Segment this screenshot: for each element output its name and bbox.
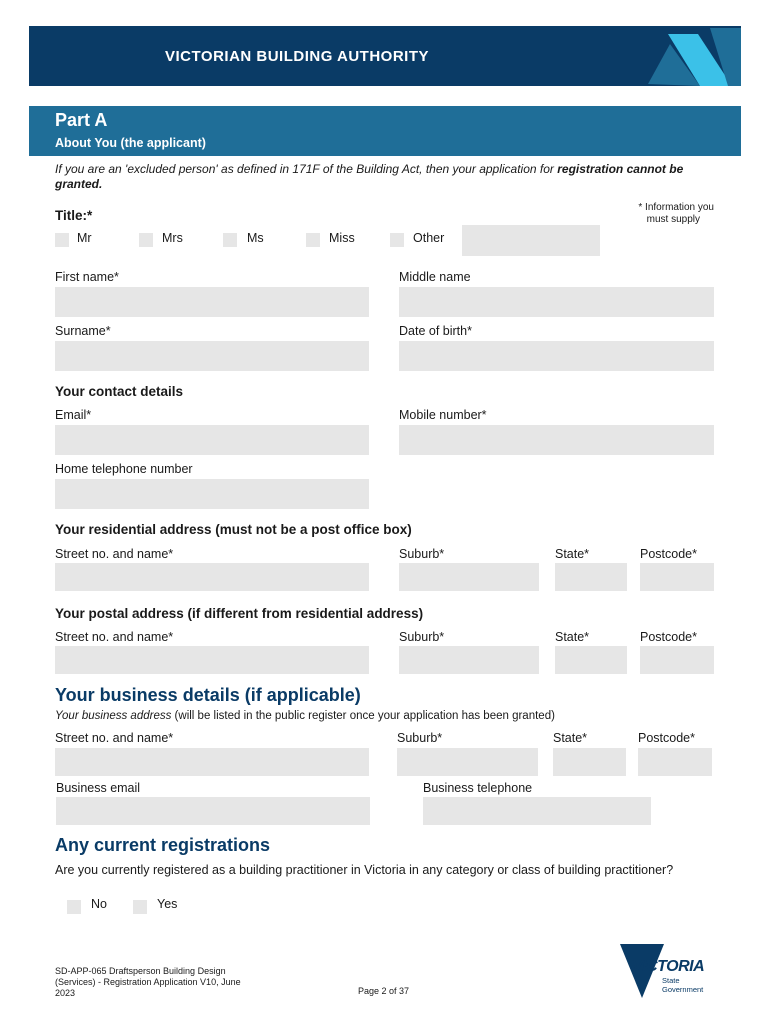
title-mr-checkbox[interactable] [55,233,69,247]
registered-yes-checkbox[interactable] [133,900,147,914]
business-telephone-input[interactable] [423,797,651,825]
email-input[interactable] [55,425,369,455]
middle-name-label: Middle name [399,270,471,284]
title-mrs-checkbox[interactable] [139,233,153,247]
residential-heading: Your residential address (must not be a post office box) [55,522,412,537]
registered-no-label: No [91,897,107,911]
business-telephone-label: Business telephone [423,781,533,795]
residential-suburb-input[interactable] [399,563,539,591]
postal-street-input[interactable] [55,646,369,674]
title-other-input[interactable] [462,225,600,256]
home-phone-label: Home telephone number [55,462,193,476]
postal-postcode-input[interactable] [640,646,714,674]
date-of-birth-label: Date of birth* [399,324,472,338]
contact-heading: Your contact details [55,384,184,399]
registered-yes-label: Yes [157,897,178,911]
middle-name-input[interactable] [399,287,714,317]
victoria-logo-text: VICTORIA [632,958,705,975]
mobile-input[interactable] [399,425,714,455]
business-state-input[interactable] [553,748,626,776]
postal-suburb-input[interactable] [399,646,539,674]
residential-street-input[interactable] [55,563,369,591]
title-miss-checkbox[interactable] [306,233,320,247]
business-postcode-input[interactable] [638,748,712,776]
residential-state-label: State* [555,547,590,561]
business-note: Your business address (will be listed in the public register once your application has been granted) [55,710,555,722]
title-ms-label: Ms [247,231,264,245]
postal-postcode-label: Postcode* [640,630,697,644]
title-ms-checkbox[interactable] [223,233,237,247]
title-mr-label: Mr [77,231,92,245]
business-suburb-input[interactable] [397,748,538,776]
business-street-label: Street no. and name* [55,731,174,745]
residential-postcode-label: Postcode* [640,547,697,561]
part-a-title: Part A [55,110,108,130]
mobile-label: Mobile number* [399,408,487,422]
residential-state-input[interactable] [555,563,627,591]
victoria-government-logo [618,944,718,1000]
business-email-label: Business email [56,781,141,795]
business-state-label: State* [553,731,588,745]
business-postcode-label: Postcode* [638,731,695,745]
business-street-input[interactable] [55,748,369,776]
title-other-label: Other [413,231,445,245]
residential-postcode-input[interactable] [640,563,714,591]
registered-no-checkbox[interactable] [67,900,81,914]
postal-state-label: State* [555,630,590,644]
surname-label: Surname* [55,324,111,338]
title-mrs-label: Mrs [162,231,183,245]
postal-suburb-label: Suburb* [399,630,445,644]
residential-street-label: Street no. and name* [55,547,174,561]
postal-state-input[interactable] [555,646,627,674]
required-note: * Information you must supply [638,202,714,225]
business-email-input[interactable] [56,797,370,825]
document-reference: SD-APP-065 Draftsperson Building Design (Services) - Registration Application V10, June 2023 [55,966,241,998]
title-miss-label: Miss [329,231,355,245]
email-label: Email* [55,408,92,422]
date-of-birth-input[interactable] [399,341,714,371]
first-name-input[interactable] [55,287,369,317]
part-a-subtitle: About You (the applicant) [55,136,206,150]
surname-input[interactable] [55,341,369,371]
postal-street-label: Street no. and name* [55,630,174,644]
first-name-label: First name* [55,270,119,284]
page-number: Page 2 of 37 [358,986,410,996]
excluded-person-notice: If you are an 'excluded person' as defined in 171F of the Building Act, then your application for registration cannot be granted. [55,162,684,191]
vba-logo-mark-icon [640,26,741,86]
home-phone-input[interactable] [55,479,369,509]
registrations-heading: Any current registrations [55,835,271,855]
residential-suburb-label: Suburb* [399,547,445,561]
state-government-text: State Government [662,976,704,994]
postal-heading: Your postal address (if different from residential address) [55,606,424,621]
title-label: Title:* [55,208,93,223]
header-title: VICTORIAN BUILDING AUTHORITY [165,47,429,65]
business-heading: Your business details (if applicable) [55,685,361,705]
registrations-question: Are you currently registered as a building practitioner in Victoria in any category or class of building practitioner? [55,863,674,877]
business-suburb-label: Suburb* [397,731,443,745]
title-other-checkbox[interactable] [390,233,404,247]
